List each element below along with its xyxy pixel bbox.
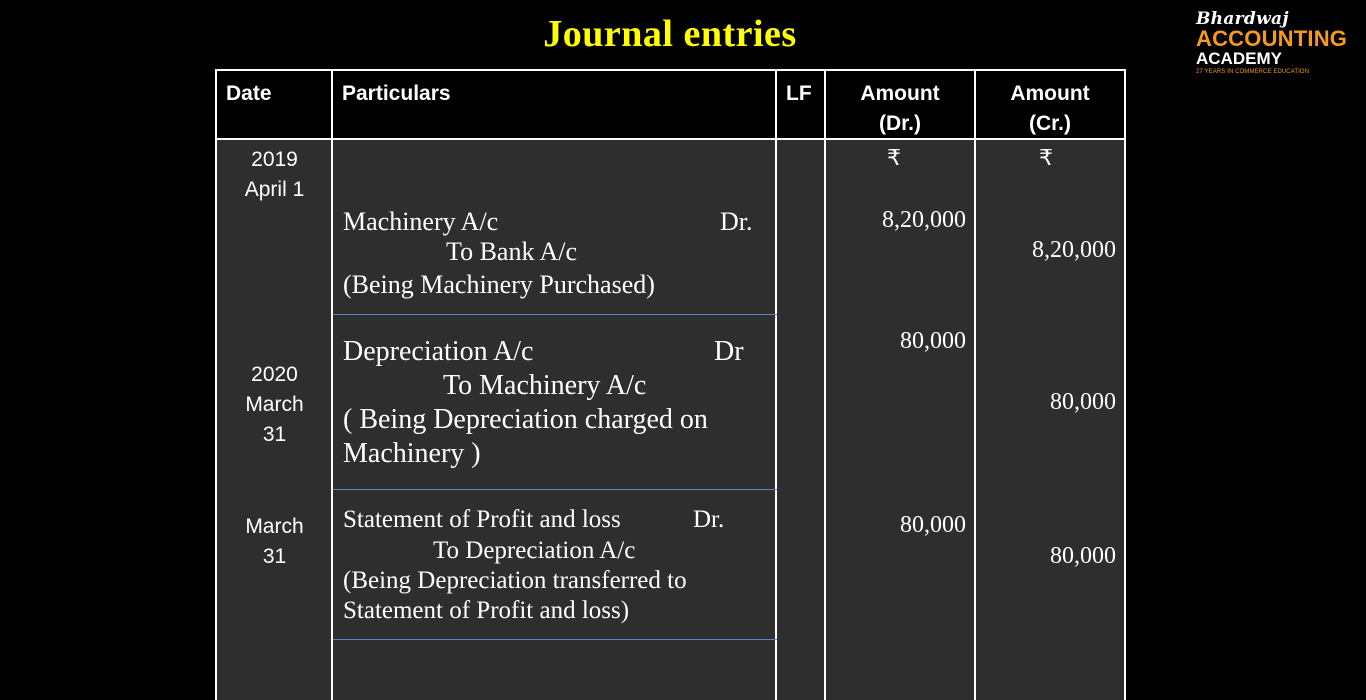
narration: (Being Machinery Purchased) bbox=[343, 270, 655, 299]
col-divider bbox=[775, 140, 777, 700]
debit-account: Machinery A/c bbox=[343, 207, 499, 236]
header-date: Date bbox=[226, 82, 272, 105]
debit-amount: 80,000 bbox=[900, 512, 966, 538]
narration-line: ( Being Depreciation charged on bbox=[343, 404, 708, 435]
narration-line: Machinery ) bbox=[343, 438, 481, 469]
narration-line: Statement of Profit and loss) bbox=[343, 597, 630, 624]
header-lf: LF bbox=[786, 82, 812, 105]
entry-separator bbox=[333, 489, 777, 490]
date-day: 31 bbox=[262, 545, 287, 568]
entry-separator bbox=[333, 314, 777, 315]
header-amount-dr bbox=[826, 79, 974, 139]
credit-account: To Depreciation A/c bbox=[433, 537, 636, 564]
journal-table bbox=[215, 69, 1126, 669]
entry-date bbox=[217, 360, 332, 450]
page-title: Journal entries bbox=[543, 13, 797, 55]
date-day: 31 bbox=[262, 423, 287, 446]
credit-account: To Machinery A/c bbox=[443, 370, 647, 401]
col-divider bbox=[775, 71, 777, 138]
logo-line1: ACCOUNTING bbox=[1196, 26, 1348, 51]
header-particulars: Particulars bbox=[342, 82, 451, 105]
header-amount-cr bbox=[976, 79, 1124, 139]
table-header bbox=[215, 69, 1126, 140]
credit-amount: 8,20,000 bbox=[1032, 237, 1116, 263]
rupee-dr-icon: ₹ bbox=[887, 146, 901, 171]
header-amount-dr-line2: (Dr.) bbox=[879, 112, 921, 135]
credit-amount: 80,000 bbox=[1050, 389, 1116, 415]
header-amount-cr-line1: Amount bbox=[1010, 82, 1090, 105]
header-amount-cr-line2: (Cr.) bbox=[1029, 112, 1071, 135]
date-month: March bbox=[245, 393, 304, 416]
debit-account: Statement of Profit and loss bbox=[343, 506, 621, 533]
date-month: March bbox=[245, 515, 304, 538]
dr-mark: Dr. bbox=[720, 207, 753, 236]
debit-account: Depreciation A/c bbox=[343, 336, 534, 367]
entry-date bbox=[217, 145, 332, 205]
credit-account: To Bank A/c bbox=[446, 237, 578, 266]
academy-logo bbox=[1196, 10, 1361, 75]
narration-line: (Being Depreciation transferred to bbox=[343, 567, 687, 594]
date-year: 2019 bbox=[251, 148, 298, 171]
col-divider bbox=[331, 71, 333, 138]
date-year: 2020 bbox=[251, 363, 298, 386]
dr-mark: Dr. bbox=[693, 506, 725, 533]
logo-script: Bhardwaj bbox=[1196, 9, 1289, 29]
debit-amount: 80,000 bbox=[900, 328, 966, 354]
header-amount-dr-line1: Amount bbox=[860, 82, 940, 105]
table-body bbox=[215, 140, 1126, 700]
logo-line2: ACADEMY bbox=[1196, 49, 1282, 68]
debit-amount: 8,20,000 bbox=[882, 207, 966, 233]
dr-mark: Dr bbox=[714, 336, 744, 367]
rupee-cr-icon: ₹ bbox=[1039, 146, 1053, 171]
col-divider bbox=[974, 140, 976, 700]
entry-date bbox=[217, 512, 332, 572]
logo-tagline: 27 YEARS IN COMMERCE EDUCATION bbox=[1196, 69, 1310, 75]
credit-amount: 80,000 bbox=[1050, 543, 1116, 569]
entry-separator bbox=[333, 639, 777, 640]
date-day: April 1 bbox=[244, 178, 305, 201]
